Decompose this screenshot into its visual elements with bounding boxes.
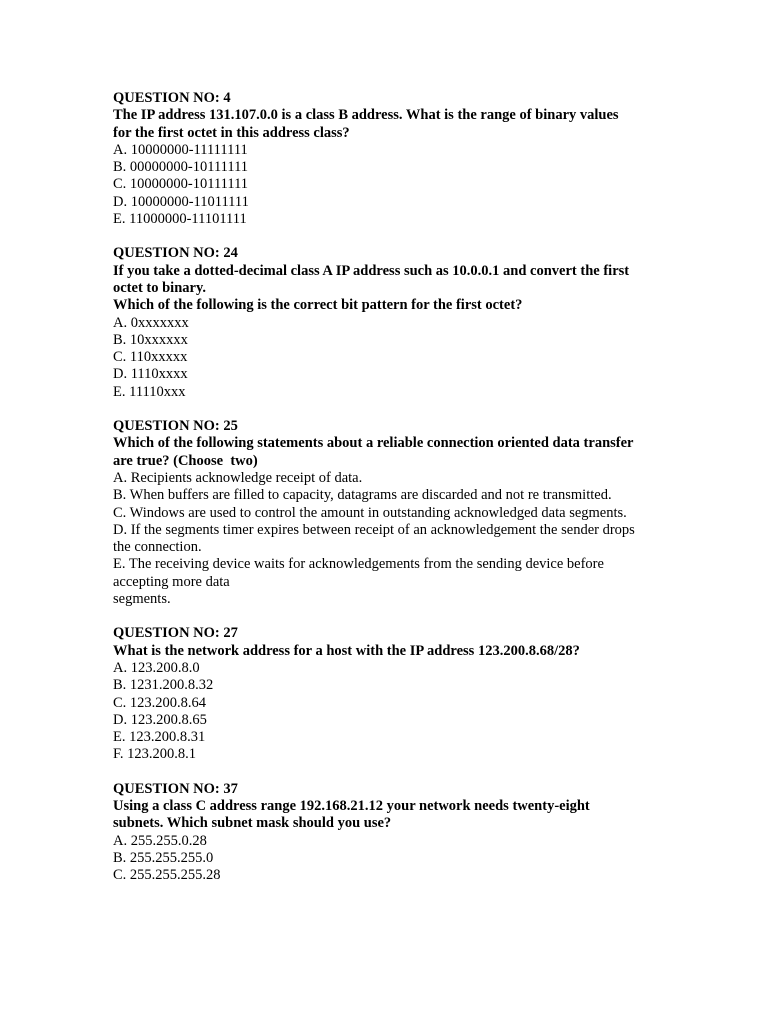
answer-option: D. 1110xxxx (113, 366, 188, 383)
answer-option: A. Recipients acknowledge receipt of data. (113, 469, 363, 486)
answer-option: B. 1231.200.8.32 (113, 677, 214, 694)
question-24 (113, 245, 673, 401)
answer-option: B. 10xxxxxx (113, 331, 188, 348)
question-prompt-line: Using a class C address range 192.168.21.12 your network needs twenty-eight (113, 797, 590, 814)
question-prompt-line: The IP address 131.107.0.0 is a class B address. What is the range of binary values (113, 107, 619, 124)
question-header: QUESTION NO: 27 (113, 625, 238, 642)
answer-option: A. 123.200.8.0 (113, 659, 200, 676)
document-page (113, 90, 673, 901)
answer-option: C. 10000000-10111111 (113, 176, 249, 193)
answer-option: E. The receiving device waits for acknowledgements from the sending device before (113, 556, 604, 573)
answer-option: E. 11110xxx (113, 383, 186, 400)
answer-option-continuation: the connection. (113, 539, 202, 556)
answer-option: C. Windows are used to control the amount in outstanding acknowledged data segments. (113, 504, 627, 521)
answer-option: C. 110xxxxx (113, 349, 188, 366)
answer-option: B. When buffers are filled to capacity, datagrams are discarded and not re transmitted. (113, 487, 612, 504)
answer-option: A. 0xxxxxxx (113, 314, 189, 331)
question-prompt-line: for the first octet in this address class? (113, 124, 350, 141)
question-header: QUESTION NO: 4 (113, 90, 231, 106)
question-header: QUESTION NO: 37 (113, 780, 238, 797)
answer-option-continuation: segments. (113, 591, 171, 608)
answer-option: A. 10000000-11111111 (113, 141, 248, 158)
question-4 (113, 90, 673, 228)
question-prompt-line: If you take a dotted-decimal class A IP address such as 10.0.0.1 and convert the first (113, 262, 630, 279)
question-prompt-line: octet to binary. (113, 279, 207, 296)
question-prompt-line: Which of the following statements about a reliable connection oriented data transfer (113, 435, 634, 452)
question-prompt-line: What is the network address for a host with the IP address 123.200.8.68/28? (113, 642, 580, 659)
answer-option: A. 255.255.0.28 (113, 832, 207, 849)
question-header: QUESTION NO: 25 (113, 418, 238, 435)
answer-option: C. 123.200.8.64 (113, 694, 207, 711)
answer-option: E. 11000000-11101111 (113, 211, 247, 228)
answer-option: D. 123.200.8.65 (113, 711, 207, 728)
question-37 (113, 781, 673, 885)
answer-option: B. 255.255.255.0 (113, 849, 214, 866)
answer-option: C. 255.255.255.28 (113, 867, 221, 884)
answer-option: F. 123.200.8.1 (113, 746, 197, 763)
question-25 (113, 418, 673, 608)
question-prompt-line: are true? (Choose two) (113, 452, 258, 469)
answer-option-continuation: accepting more data (113, 573, 230, 590)
answer-option: B. 00000000-10111111 (113, 159, 249, 176)
question-prompt-line: subnets. Which subnet mask should you use? (113, 815, 392, 832)
question-27 (113, 625, 673, 763)
answer-option: D. 10000000-11011111 (113, 193, 249, 210)
question-prompt-line: Which of the following is the correct bit pattern for the first octet? (113, 297, 523, 314)
question-header: QUESTION NO: 24 (113, 245, 238, 262)
answer-option: D. If the segments timer expires between receipt of an acknowledgement the sender drops (113, 521, 635, 538)
answer-option: E. 123.200.8.31 (113, 729, 206, 746)
